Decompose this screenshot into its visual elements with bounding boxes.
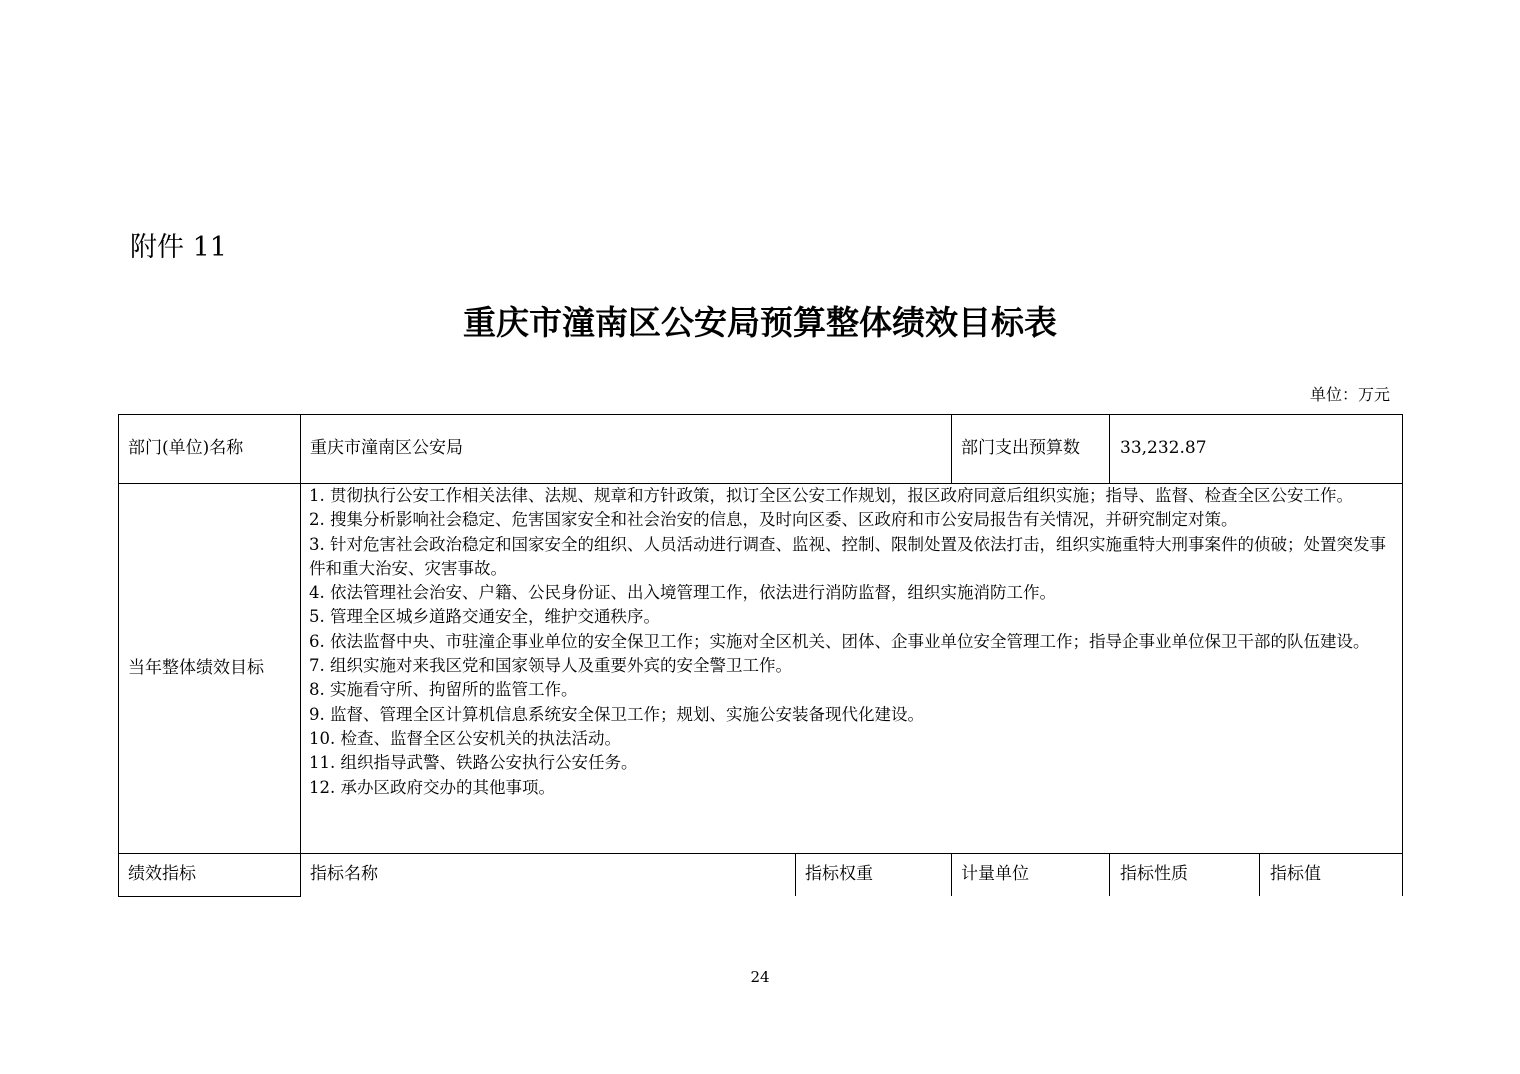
- goal-item-4: 4. 依法管理社会治安、户籍、公民身份证、出入境管理工作，依法进行消防监督，组织实施消防工作。: [309, 583, 1056, 603]
- goal-item-7: 7. 组织实施对来我区党和国家领导人及重要外宾的安全警卫工作。: [309, 656, 792, 676]
- budget-label: 部门支出预算数: [961, 438, 1080, 458]
- header-indicator-nature: 指标性质: [1120, 864, 1188, 884]
- dept-name-value: 重庆市潼南区公安局: [310, 438, 463, 458]
- goal-item-1: 1. 贯彻执行公安工作相关法律、法规、规章和方针政策，拟订全区公安工作规划，报区政府同意后组织实施；指导、监督、检查全区公安工作。: [309, 486, 1353, 505]
- goals-label: 当年整体绩效目标: [128, 658, 264, 678]
- goal-item-9: 9. 监督、管理全区计算机信息系统安全保卫工作；规划、实施公安装备现代化建设。: [309, 704, 924, 724]
- goal-item-5: 5. 管理全区城乡道路交通安全，维护交通秩序。: [309, 607, 660, 627]
- table-col-divider-row1-b: [1109, 414, 1110, 484]
- goal-item-11: 11. 组织指导武警、铁路公安执行公安任务。: [309, 753, 638, 773]
- table-col-divider-row1-a: [951, 414, 952, 484]
- table-col-divider-ind-b: [951, 853, 952, 896]
- goal-item-3: 3. 针对危害社会政治稳定和国家安全的组织、人员活动进行调查、监视、控制、限制处置及依法打击，组织实施重特大刑事案件的侦破；处置突发事件和重大治安、灾害事故。: [309, 534, 1386, 578]
- budget-value: 33,232.87: [1120, 438, 1207, 458]
- unit-label: 单位：万元: [1309, 385, 1390, 404]
- table-col-divider-ind-a: [795, 853, 796, 896]
- goal-item-10: 10. 检查、监督全区公安机关的执法活动。: [309, 728, 621, 748]
- table-border-bottom-left: [118, 896, 301, 897]
- table-border-left: [118, 414, 119, 897]
- goal-item-8: 8. 实施看守所、拘留所的监管工作。: [309, 680, 578, 700]
- header-indicator-value: 指标值: [1270, 864, 1321, 884]
- header-measure-unit: 计量单位: [961, 864, 1029, 884]
- table-col-divider-ind-c: [1109, 853, 1110, 896]
- table-col-divider-ind-d: [1259, 853, 1260, 896]
- page-title: 重庆市潼南区公安局预算整体绩效目标表: [463, 303, 1057, 342]
- page-number: 24: [750, 968, 770, 986]
- indicator-label: 绩效指标: [128, 864, 196, 884]
- table-border-right: [1402, 414, 1403, 896]
- goal-item-2: 2. 搜集分析影响社会稳定、危害国家安全和社会治安的信息，及时向区委、区政府和市公安局报告有关情况，并研究制定对策。: [309, 510, 1238, 530]
- header-indicator-name: 指标名称: [310, 864, 378, 884]
- header-indicator-weight: 指标权重: [805, 864, 873, 884]
- goal-item-12: 12. 承办区政府交办的其他事项。: [309, 777, 555, 797]
- table-divider-row2: [118, 853, 1403, 854]
- goal-item-6: 6. 依法监督中央、市驻潼企事业单位的安全保卫工作；实施对全区机关、团体、企事业单位安全管理工作；指导企事业单位保卫干部的队伍建设。: [309, 631, 1370, 651]
- goals-list: [309, 484, 1397, 800]
- attachment-label: 附件 11: [130, 232, 227, 263]
- table-border-top: [118, 414, 1403, 415]
- dept-name-label: 部门(单位)名称: [128, 438, 244, 458]
- table-col-divider-1: [300, 414, 301, 897]
